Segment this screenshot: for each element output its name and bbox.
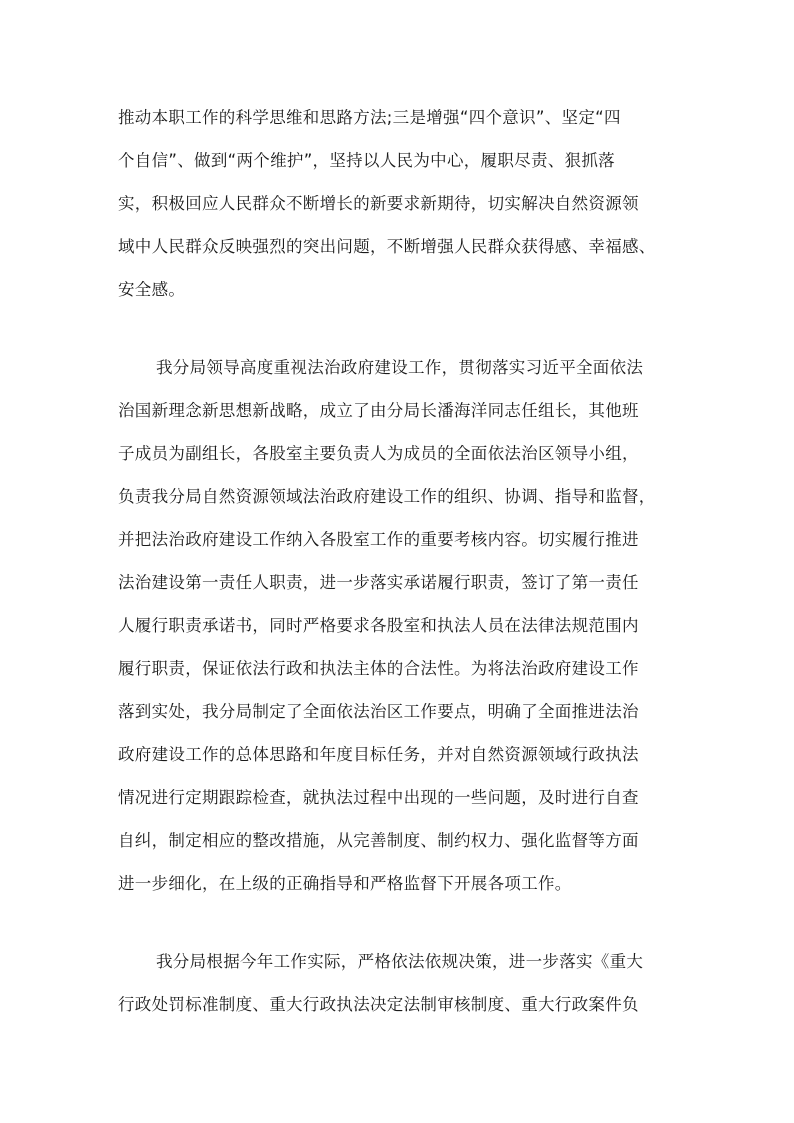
- paragraph-2-line-1: 我分局领导高度重视法治政府建设工作，贯彻落实习近平全面依法: [156, 358, 644, 377]
- paragraph-2-line-8: 履行职责，保证依法行政和执法主体的合法性。为将法治政府建设工作: [118, 659, 639, 678]
- paragraph-1-line-3: 实，积极回应人民群众不断增长的新要求新期待，切实解决自然资源领: [118, 194, 639, 213]
- paragraph-2-line-3: 子成员为副组长，各股室主要负责人为成员的全面依法治区领导小组，: [118, 444, 639, 463]
- paragraph-2-line-7: 人履行职责承诺书，同时严格要求各股室和执法人员在法律法规范围内: [118, 616, 639, 635]
- paragraph-1-line-1: 推动本职工作的科学思维和思路方法;三是增强“四个意识”、坚定“四: [118, 108, 621, 127]
- paragraph-3-line-2: 行政处罚标准制度、重大行政执法决定法制审核制度、重大行政案件负: [118, 995, 639, 1014]
- paragraph-2-line-5: 并把法治政府建设工作纳入各股室工作的重要考核内容。切实履行推进: [118, 530, 639, 549]
- paragraph-2-line-11: 情况进行定期跟踪检查，就执法过程中出现的一些问题，及时进行自查: [118, 788, 639, 807]
- paragraph-1-line-4: 域中人民群众反映强烈的突出问题，不断增强人民群众获得感、幸福感、: [118, 237, 656, 256]
- paragraph-1-line-2: 个自信”、做到“两个维护”，坚持以人民为中心，履职尽责、狠抓落: [118, 151, 615, 170]
- paragraph-2-line-9: 落到实处，我分局制定了全面依法治区工作要点，明确了全面推进法治: [118, 702, 639, 721]
- paragraph-2-line-12: 自纠，制定相应的整改措施，从完善制度、制约权力、强化监督等方面: [118, 831, 639, 850]
- paragraph-2-line-2: 治国新理念新思想新战略，成立了由分局长潘海洋同志任组长，其他班: [118, 401, 639, 420]
- paragraph-2-line-4: 负责我分局自然资源领域法治政府建设工作的组织、协调、指导和监督，: [118, 487, 656, 506]
- paragraph-3-line-1: 我分局根据今年工作实际，严格依法依规决策，进一步落实《重大: [156, 952, 644, 971]
- paragraph-2-line-6: 法治建设第一责任人职责，进一步落实承诺履行职责，签订了第一责任: [118, 573, 639, 592]
- paragraph-2-line-10: 政府建设工作的总体思路和年度目标任务，并对自然资源领域行政执法: [118, 745, 639, 764]
- paragraph-2-line-13: 进一步细化，在上级的正确指导和严格监督下开展各项工作。: [118, 874, 572, 893]
- paragraph-1-line-5: 安全感。: [118, 280, 186, 299]
